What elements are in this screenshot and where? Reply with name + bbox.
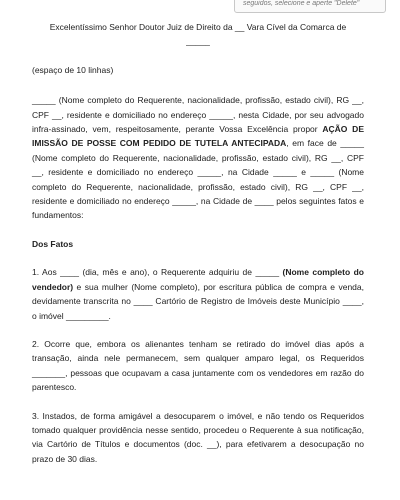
court-address-line1: Excelentíssimo Senhor Doutor Juiz de Direito da __ Vara Cível da Comarca de: [49, 22, 347, 32]
intro-text-part1: _____ (Nome completo do Requerente, nacionalidade, profissão, estado civil), RG __, CPF __, residente e domiciliado no endereço _____, nesta Cidade, por seu advogado infra-assinado, vem, respeitosamente, perante Vossa Excelência propor: [32, 95, 364, 135]
instruction-note-text: seguidos, selecione e aperte "Delete": [243, 0, 360, 7]
paragraph-1-part-b: e sua mulher (Nome completo), por escritura pública de compra e venda, devidamente transcrita no ____ Cartório de Registro de Imóveis deste Município ____, o imóvel _________.: [32, 281, 364, 321]
action-title: AÇÃO DE IMISSÃO DE POSSE COM PEDIDO DE TUTELA ANTECIPADA: [32, 124, 364, 149]
paragraph-1: [32, 265, 364, 323]
paragraph-2: 2. Ocorre que, embora os alienantes tenham se retirado do imóvel dias após a transação, ainda nele permanecem, sem qualquer amparo legal, os Requeridos _______, pessoas que ocupavam a casa juntamente com os vendedores em razão do parentesco.: [32, 338, 364, 393]
instruction-note: [234, 0, 386, 13]
court-address-line2: _____: [186, 36, 210, 47]
section-title-dos-fatos: Dos Fatos: [32, 238, 74, 249]
paragraph-1-bold: (Nome completo do vendedor): [32, 267, 364, 292]
intro-text-part2: , em face de _____ (Nome completo do Requerente, nacionalidade, profissão, estado civil), RG __, CPF __, residente e domiciliado no endereço _____, na Cidade _____ e _____ (Nome completo do Requerente, nacionalidade, profissão, estado civil), RG __, CPF __, residente e domiciliado no endereço _____, na Cidade de ____ pelos seguintes fatos e fundamentos:: [32, 138, 365, 221]
intro-paragraph: [32, 93, 364, 223]
space-note: (espaço de 10 linhas): [32, 64, 114, 75]
document-page: [32, 20, 364, 466]
paragraph-3: 3. Instados, de forma amigável a desocuparem o imóvel, e não tendo os Requeridos tomado qualquer providência nesse sentido, procedeu o Requerente à sua notificação, via Cartório de Títulos e documentos (doc. __), para efetivarem a desocupação no prazo de 30 dias.: [32, 410, 364, 464]
paragraph-1-part-a: 1. Aos ____ (dia, mês e ano), o Requerente adquiriu de _____: [32, 267, 283, 278]
